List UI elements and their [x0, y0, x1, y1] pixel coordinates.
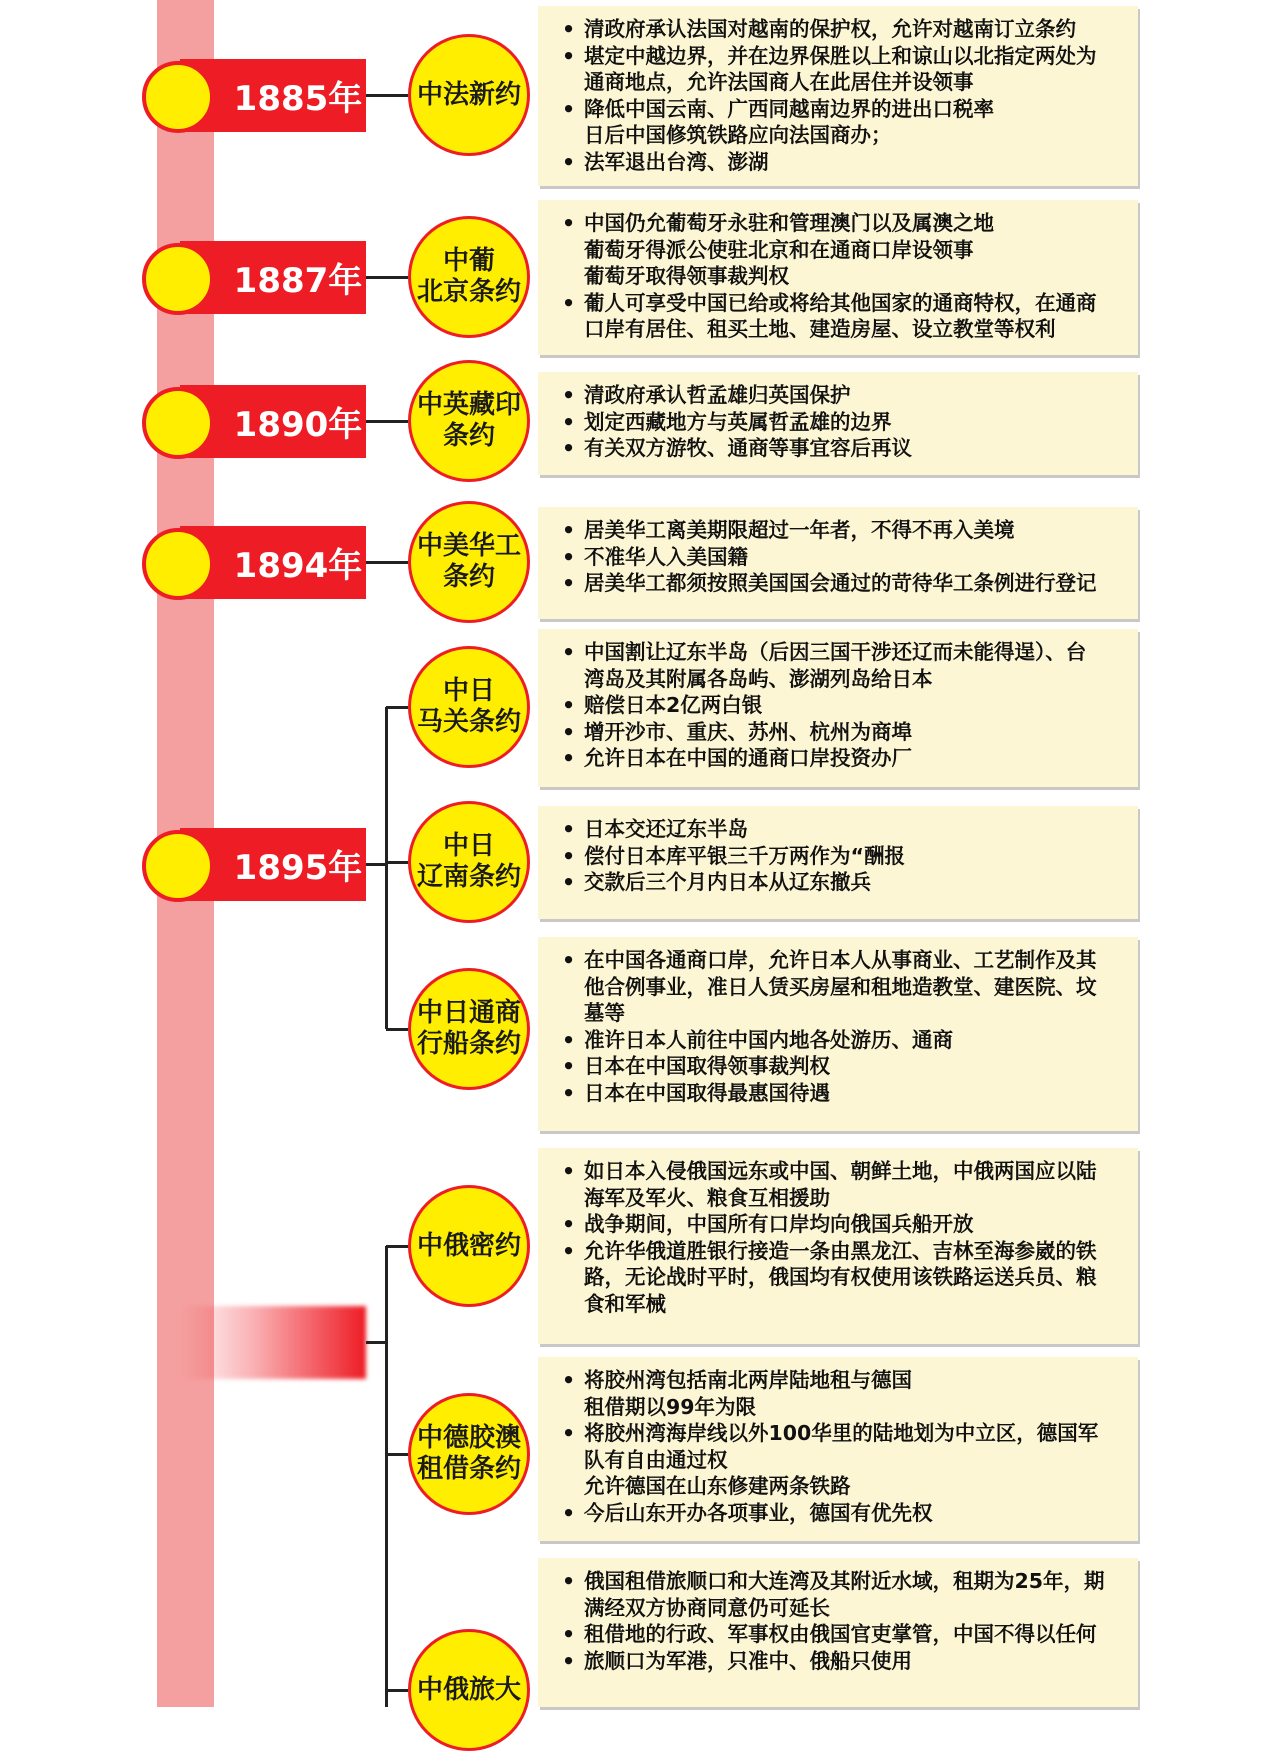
term-line: • 中国割让辽东半岛（后因三国干涉还辽而未能得逞）、台	[548, 639, 1128, 666]
term-line: • 堪定中越边界，并在边界保胜以上和谅山以北指定两处为	[548, 43, 1128, 70]
year-label: 1887年	[180, 241, 366, 314]
treaty-name: 中英藏印 条约	[416, 390, 521, 451]
treaty-name-circle	[408, 968, 530, 1090]
term-line: • 战争期间，中国所有口岸均向俄国兵船开放	[548, 1211, 1128, 1238]
treaty-terms-box	[538, 200, 1138, 355]
year-marker-dot	[142, 830, 214, 902]
connector-line	[385, 707, 388, 1029]
terms-list	[548, 382, 1128, 462]
term-line: • 将胶州湾海岸线以外100华里的陆地划为中立区，德国军	[548, 1420, 1128, 1447]
treaty-name: 中美华工 条约	[416, 531, 521, 592]
term-line: • 在中国各通商口岸，允许日本人从事商业、工艺制作及其	[548, 947, 1128, 974]
year-label: 1890年	[180, 385, 366, 458]
term-line: 海军及军火、粮食互相援助	[584, 1185, 830, 1210]
term-line: • 偿付日本库平银三千万两作为“酬报	[548, 843, 1128, 870]
term-line: • 法军退出台湾、澎湖	[548, 149, 1128, 176]
connector-line	[366, 276, 408, 279]
treaty-terms-box	[538, 937, 1138, 1131]
term-line: 日后中国修筑铁路应向法国商办；	[584, 123, 892, 147]
term-line: • 日本交还辽东半岛	[548, 816, 1128, 843]
term-line: • 葡人可享受中国已给或将给其他国家的通商特权，在通商	[548, 290, 1128, 317]
terms-list	[548, 639, 1128, 772]
connector-line	[366, 420, 408, 423]
term-line: 队有自由通过权	[584, 1447, 728, 1472]
connector-line	[386, 706, 408, 709]
term-line: 湾岛及其附属各岛屿、澎湖列岛给日本	[584, 666, 933, 691]
year-label: 1885年	[180, 59, 366, 132]
connector-line	[386, 1028, 408, 1031]
year-label: 1894年	[180, 526, 366, 599]
term-line: • 清政府承认哲孟雄归英国保护	[548, 382, 1128, 409]
treaty-name-circle	[408, 646, 530, 768]
term-line: • 增开沙市、重庆、苏州、杭州为商埠	[548, 719, 1128, 746]
term-line: • 准许日本人前往中国内地各处游历、通商	[548, 1027, 1128, 1054]
term-line: • 租借地的行政、军事权由俄国官吏掌管，中国不得以任何	[548, 1621, 1128, 1648]
terms-list	[548, 1568, 1128, 1674]
treaty-terms-box	[538, 6, 1138, 186]
term-line: 通商地点，允许法国商人在此居住并设领事	[584, 70, 974, 94]
year-marker-dot	[142, 61, 214, 133]
term-line: • 居美华工离美期限超过一年者，不得不再入美境	[548, 517, 1128, 544]
term-line: 满经双方协商同意仍可延长	[584, 1595, 830, 1620]
treaty-terms-box	[538, 1357, 1138, 1541]
treaty-name-circle	[408, 801, 530, 923]
term-line: • 交款后三个月内日本从辽东撤兵	[548, 869, 1128, 896]
terms-list	[548, 1158, 1128, 1317]
term-line: • 允许日本在中国的通商口岸投资办厂	[548, 745, 1128, 772]
connector-line	[386, 1453, 408, 1456]
year-marker-dot	[142, 387, 214, 459]
terms-list	[548, 1367, 1128, 1526]
connector-line	[366, 561, 408, 564]
treaty-name-circle	[408, 501, 530, 623]
term-line: • 赔偿日本2亿两白银	[548, 692, 1128, 719]
term-line: • 不准华人入美国籍	[548, 544, 1128, 571]
term-line: 食和军械	[584, 1291, 666, 1316]
treaty-terms-box	[538, 507, 1138, 619]
connector-line	[386, 1245, 408, 1248]
treaty-name: 中俄密约	[416, 1230, 521, 1261]
term-line: • 允许华俄道胜银行接造一条由黑龙江、吉林至海参崴的铁	[548, 1238, 1128, 1265]
treaty-terms-box	[538, 372, 1138, 475]
treaty-terms-box	[538, 629, 1138, 787]
term-line: 允许德国在山东修建两条铁路	[584, 1474, 851, 1498]
connector-line	[366, 863, 386, 866]
terms-list	[548, 947, 1128, 1106]
treaty-name: 中法新约	[416, 79, 521, 110]
term-line: • 居美华工都须按照美国国会通过的苛待华工条例进行登记	[548, 570, 1128, 597]
term-line: • 俄国租借旅顺口和大连湾及其附近水域，租期为25年，期	[548, 1568, 1128, 1595]
treaty-name: 中日通商 行船条约	[416, 998, 521, 1059]
terms-list	[548, 517, 1128, 597]
year-label: 1895年	[180, 828, 366, 901]
term-line: 路，无论战时平时，俄国均有权使用该铁路运送兵员、粮	[584, 1265, 1097, 1289]
connector-line	[385, 1246, 388, 1707]
term-line: • 今后山东开办各项事业，德国有优先权	[548, 1500, 1128, 1527]
terms-list	[548, 16, 1128, 175]
treaty-name-circle	[408, 1185, 530, 1307]
treaty-name: 中葡 北京条约	[416, 246, 521, 307]
treaty-name: 中俄旅大	[416, 1674, 521, 1705]
term-line: • 旅顺口为军港，只准中、俄船只使用	[548, 1648, 1128, 1675]
term-line: • 将胶州湾包括南北两岸陆地租与德国	[548, 1367, 1128, 1394]
term-line: 葡萄牙取得领事裁判权	[584, 264, 789, 288]
connector-line	[386, 861, 408, 864]
treaty-name: 中日 辽南条约	[416, 831, 521, 892]
term-line: • 有关双方游牧、通商等事宜容后再议	[548, 435, 1128, 462]
year-label	[180, 1306, 366, 1379]
term-line: • 降低中国云南、广西同越南边界的进出口税率	[548, 96, 1128, 123]
treaty-terms-box	[538, 806, 1138, 919]
treaty-name: 中德胶澳 租借条约	[416, 1423, 521, 1484]
year-marker-dot	[142, 243, 214, 315]
treaty-terms-box	[538, 1148, 1138, 1344]
term-line: • 划定西藏地方与英属哲孟雄的边界	[548, 409, 1128, 436]
treaty-name-circle	[408, 360, 530, 482]
term-line: • 清政府承认法国对越南的保护权，允许对越南订立条约	[548, 16, 1128, 43]
term-line: 租借期以99年为限	[584, 1394, 757, 1419]
treaty-name: 中日 马关条约	[416, 676, 521, 737]
term-line: • 中国仍允葡萄牙永驻和管理澳门以及属澳之地	[548, 210, 1128, 237]
term-line: • 如日本入侵俄国远东或中国、朝鲜土地，中俄两国应以陆	[548, 1158, 1128, 1185]
term-line: 他合例事业，准日人赁买房屋和租地造教堂、建医院、坟	[584, 974, 1097, 999]
connector-line	[386, 1689, 408, 1692]
term-line: 口岸有居住、租买土地、建造房屋、设立教堂等权利	[584, 317, 1056, 341]
term-line: • 日本在中国取得最惠国待遇	[548, 1080, 1128, 1107]
term-line: 墓等	[584, 1001, 625, 1025]
year-marker-dot	[142, 528, 214, 600]
connector-line	[366, 94, 408, 97]
treaty-name-circle	[408, 216, 530, 338]
term-line: • 日本在中国取得领事裁判权	[548, 1053, 1128, 1080]
treaty-terms-box	[538, 1558, 1138, 1707]
treaty-name-circle	[408, 1629, 530, 1751]
treaty-name-circle	[408, 34, 530, 156]
term-line: 葡萄牙得派公使驻北京和在通商口岸设领事	[584, 237, 974, 262]
connector-line	[366, 1341, 386, 1344]
treaty-name-circle	[408, 1393, 530, 1515]
terms-list	[548, 816, 1128, 896]
terms-list	[548, 210, 1128, 343]
